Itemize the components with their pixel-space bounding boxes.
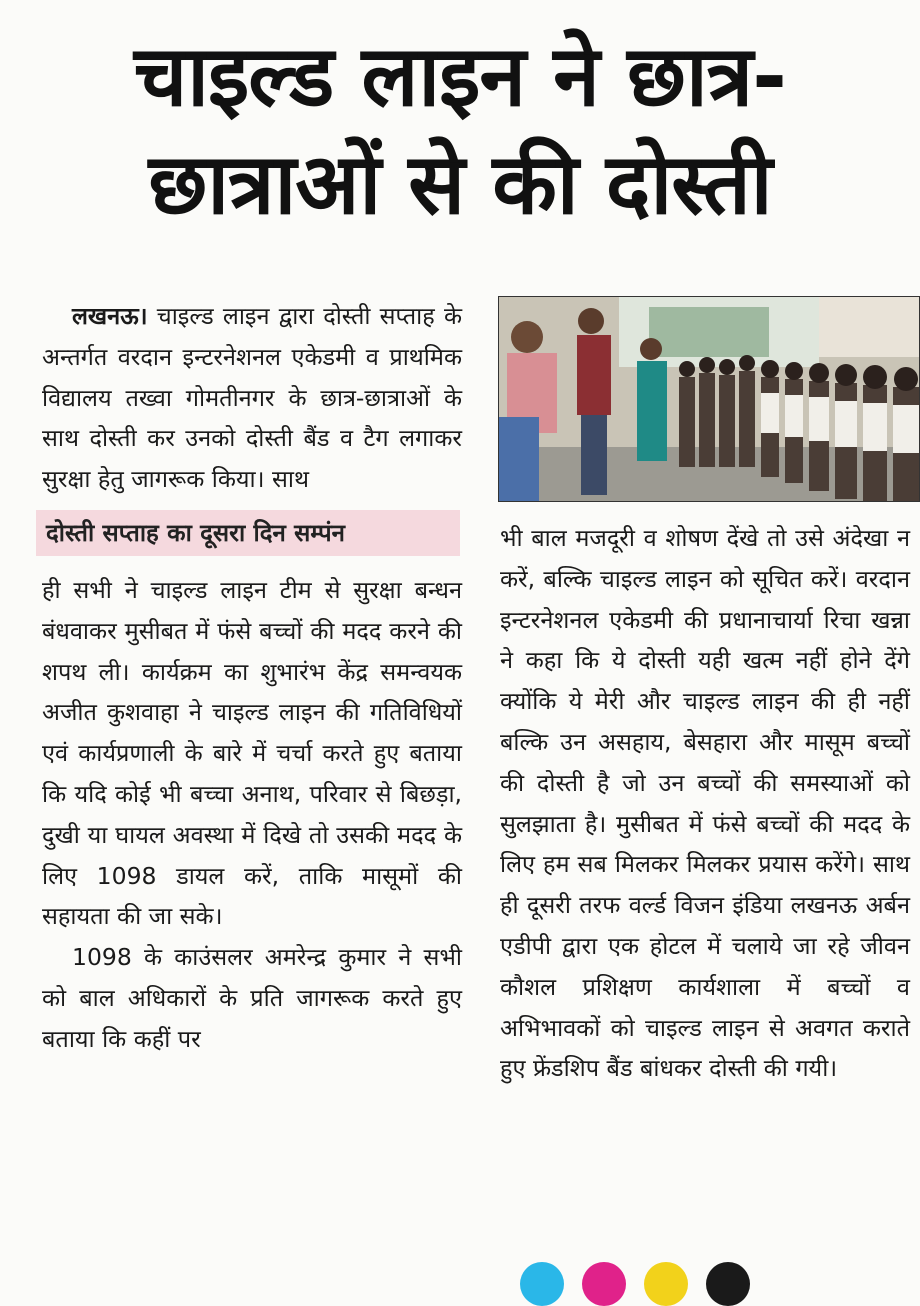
cyan-dot-icon xyxy=(520,1262,564,1306)
students-group-photo xyxy=(499,297,920,502)
news-photo xyxy=(498,296,920,502)
headline-line-1: चाइल्ड लाइन ने छात्र- xyxy=(133,27,787,125)
registration-marks xyxy=(520,1262,780,1292)
article-column-left xyxy=(42,296,462,1060)
article-column-right xyxy=(500,518,910,1089)
magenta-dot-icon xyxy=(582,1262,626,1306)
paragraph-3: 1098 के काउंसलर अमरेन्द्र कुमार ने सभी को बाल अधिकारों के प्रति जागरूक करते हुए बताया कि कहीं पर xyxy=(42,943,462,1053)
headline-line-2: छात्राओं से की दोस्ती xyxy=(148,135,772,233)
subheading: दोस्ती सप्ताह का दूसरा दिन सम्पंन xyxy=(36,510,460,556)
dateline: लखनऊ। xyxy=(72,302,148,330)
yellow-dot-icon xyxy=(644,1262,688,1306)
headline xyxy=(0,22,920,238)
paragraph-4: भी बाल मजदूरी व शोषण देंखे तो उसे अंदेखा न करें, बल्कि चाइल्ड लाइन को सूचित करें। वरदान इन्टरनेशनल एकेडमी की प्रधानाचार्या रिचा खन्ना ने कहा कि ये दोस्ती यही खत्म नहीं होने देंगे क्योंकि ये मेरी और चाइल्ड लाइन की ही नहीं बल्कि उन असहाय, बेसहारा और मासूम बच्चों की दोस्ती है जो उन बच्चों की समस्याओं को सुलझाता है। मुसीबत में फंसे बच्चों की मदद के लिए हम सब मिलकर मिलकर प्रयास करेंगे। साथ ही दूसरी तरफ वर्ल्ड विजन इंडिया लखनऊ अर्बन एडीपी द्वारा एक होटल में चलाये जा रहे जीवन कौशल प्रशिक्षण कार्यशाला में बच्चों व अभिभावकों को चाइल्ड लाइन से अवगत कराते हुए फ्रेंडशिप बैंड बांधकर दोस्ती की गयी। xyxy=(500,524,910,1083)
black-dot-icon xyxy=(706,1262,750,1306)
paragraph-1-text: चाइल्ड लाइन द्वारा दोस्ती सप्ताह के अन्तर्गत वरदान इन्टरनेशनल एकेडमी व प्राथमिक विद्यालय तख्वा गोमतीनगर के छात्र-छात्राओं के साथ दोस्ती कर उनको दोस्ती बैंड व टैग लगाकर सुरक्षा हेतु जागरूक किया। साथ xyxy=(42,302,462,494)
paragraph-1 xyxy=(42,296,462,500)
paragraph-2: ही सभी ने चाइल्ड लाइन टीम से सुरक्षा बन्धन बंधवाकर मुसीबत में फंसे बच्चों की मदद करने की शपथ ली। कार्यक्रम का शुभारंभ केंद्र समन्वयक अजीत कुशवाहा ने चाइल्ड लाइन की गतिविधियों एवं कार्यप्रणाली के बारे में चर्चा करते हुए बताया कि यदि कोई भी बच्चा अनाथ, परिवार से बिछड़ा, दुखी या घायल अवस्था में दिखे तो उसकी मदद के लिए 1098 डायल करें, ताकि मासूमों की सहायता की जा सके। xyxy=(42,575,462,931)
